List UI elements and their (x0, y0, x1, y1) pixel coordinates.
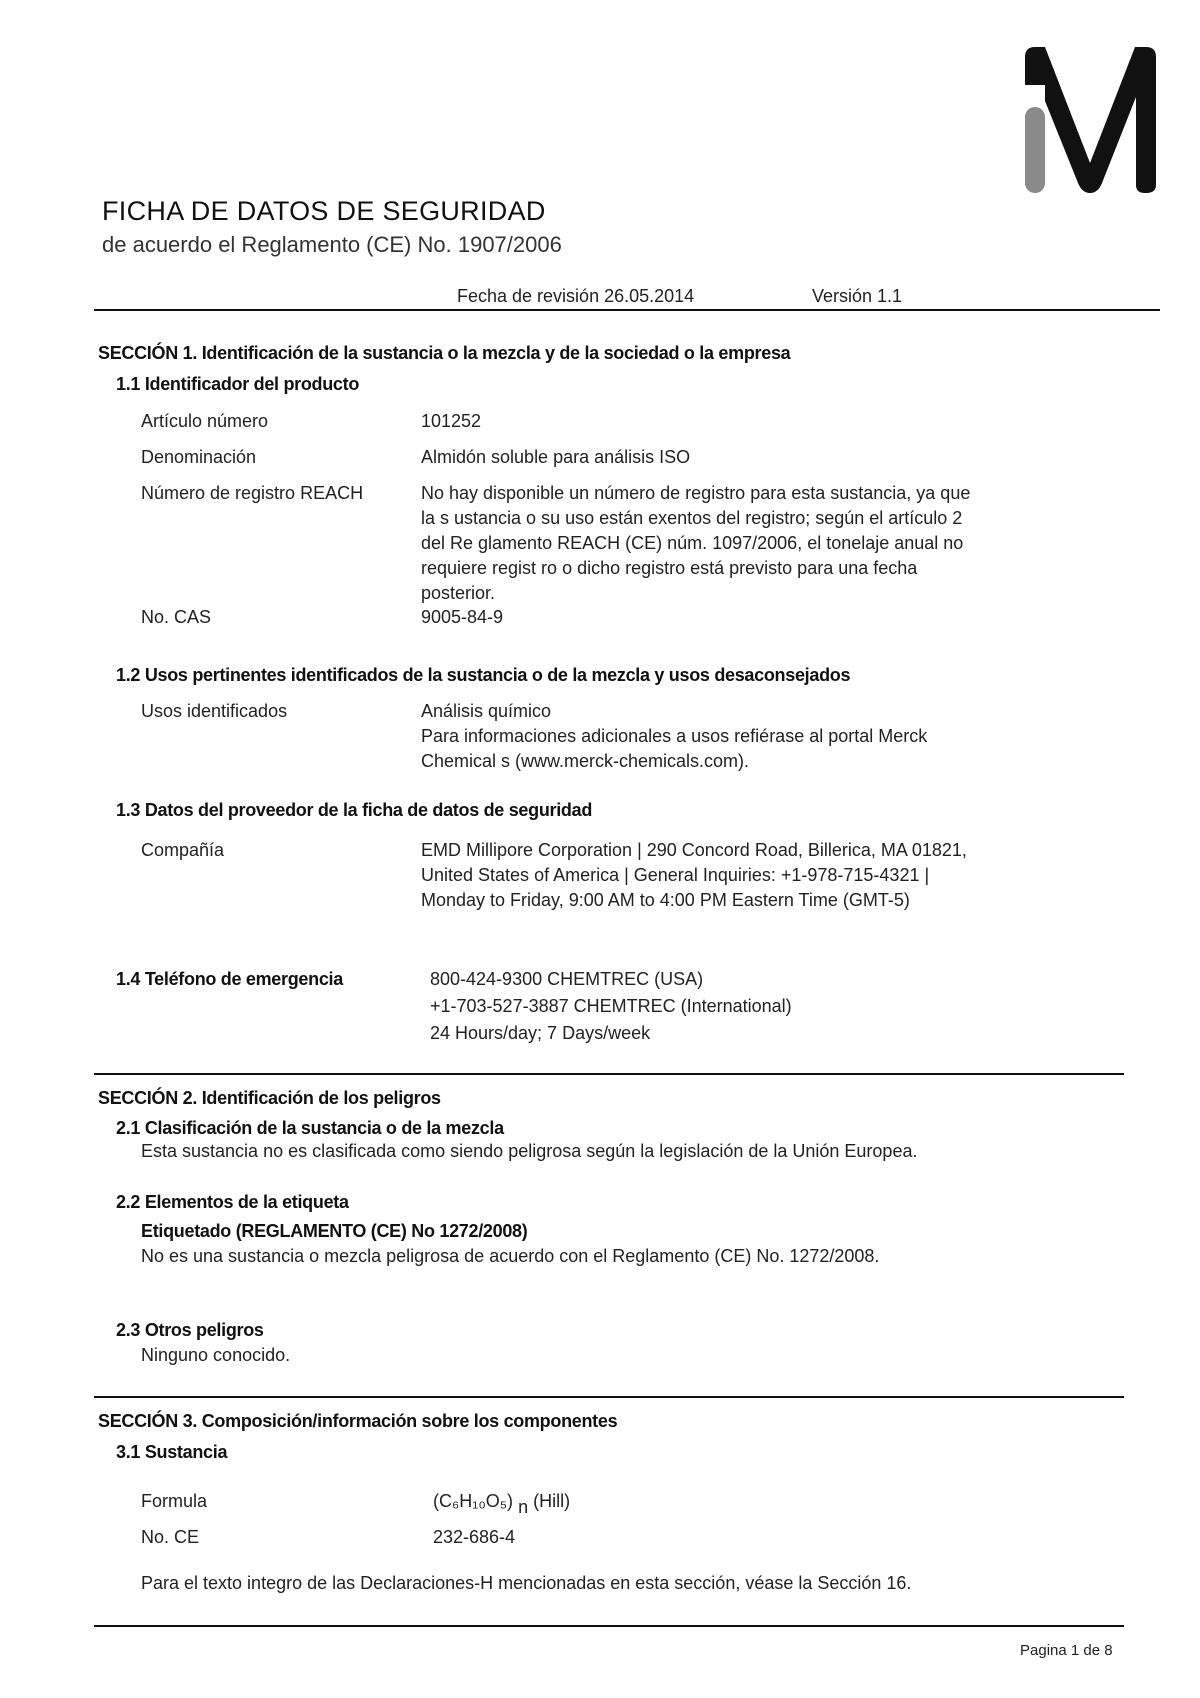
reach-line: del Re glamento REACH (CE) núm. 1097/2006, el tonelaje anual no (421, 533, 964, 553)
footer-divider (94, 1625, 1124, 1627)
section-1-2-heading: 1.2 Usos pertinentes identificados de la sustancia o de la mezcla y usos desaconsejados (116, 665, 851, 685)
version-label: Versión 1.1 (812, 286, 903, 306)
company-line: United States of America | General Inquiries: +1-978-715-4321 | (421, 865, 930, 885)
section-2-2-heading: 2.2 Elementos de la etiqueta (116, 1192, 349, 1212)
emergency-phone-value (430, 966, 1070, 1047)
reach-value (421, 481, 1061, 606)
document-title: FICHA DE DATOS DE SEGURIDAD (102, 196, 546, 226)
section-2-3-heading: 2.3 Otros peligros (116, 1320, 264, 1340)
uses-label: Usos identificados (141, 701, 288, 721)
uses-line: Para informaciones adicionales a usos refiérase al portal Merck (421, 726, 928, 746)
revision-date: Fecha de revisión 26.05.2014 (457, 286, 695, 306)
reach-line: No hay disponible un número de registro para esta sustancia, ya que (421, 483, 971, 503)
section-2-heading: SECCIÓN 2. Identificación de los peligros (98, 1088, 441, 1108)
formula-text: (C₆H₁₀O₅) (433, 1491, 514, 1511)
company-line: Monday to Friday, 9:00 AM to 4:00 PM Eastern Time (GMT-5) (421, 890, 910, 910)
formula-value (433, 1491, 571, 1517)
reach-line: requiere regist ro o dicho registro está previsto para una fecha (421, 558, 918, 578)
cas-value: 9005-84-9 (421, 607, 504, 627)
section-2-3-text: Ninguno conocido. (141, 1345, 291, 1365)
header-divider (94, 309, 1160, 311)
section-1-divider (94, 1073, 1124, 1075)
uses-value (421, 699, 1061, 774)
section-3-heading: SECCIÓN 3. Composición/información sobre los componentes (98, 1411, 618, 1431)
document-subtitle: de acuerdo el Reglamento (CE) No. 1907/2006 (102, 232, 562, 257)
cas-label: No. CAS (141, 607, 212, 627)
emergency-line: +1-703-527-3887 CHEMTREC (International) (430, 996, 792, 1016)
formula-label: Formula (141, 1491, 208, 1511)
company-value (421, 838, 1061, 913)
section-1-4-heading: 1.4 Teléfono de emergencia (116, 969, 343, 989)
company-label: Compañía (141, 840, 225, 860)
section-2-2-text: No es una sustancia o mezcla peligrosa de acuerdo con el Reglamento (CE) No. 1272/2008. (141, 1246, 880, 1266)
emergency-line: 800-424-9300 CHEMTREC (USA) (430, 969, 704, 989)
page-number: Pagina 1 de 8 (1020, 1642, 1113, 1659)
reach-line: posterior. (421, 583, 496, 603)
article-number-label: Artículo número (141, 411, 269, 431)
section-1-1-heading: 1.1 Identificador del producto (116, 374, 360, 394)
section-1-3-heading: 1.3 Datos del proveedor de la ficha de datos de seguridad (116, 800, 593, 820)
h-statements-note: Para el texto integro de las Declaraciones-H mencionadas en esta sección, véase la Sección 16. (141, 1573, 912, 1593)
company-line: EMD Millipore Corporation | 290 Concord Road, Billerica, MA 01821, (421, 840, 967, 860)
ce-number-label: No. CE (141, 1527, 200, 1547)
reach-label: Número de registro REACH (141, 483, 364, 503)
uses-line: Chemical s (www.merck-chemicals.com). (421, 751, 750, 771)
article-number-value: 101252 (421, 411, 482, 431)
emergency-line: 24 Hours/day; 7 Days/week (430, 1023, 651, 1043)
formula-suffix: (Hill) (533, 1491, 571, 1511)
ce-number-value: 232-686-4 (433, 1527, 516, 1547)
section-2-divider (94, 1396, 1124, 1398)
denomination-label: Denominación (141, 447, 257, 467)
merck-logo-icon (1023, 45, 1158, 195)
section-3-1-heading: 3.1 Sustancia (116, 1442, 228, 1462)
reach-line: la s ustancia o su uso están exentos del registro; según el artículo 2 (421, 508, 963, 528)
denomination-value: Almidón soluble para análisis ISO (421, 447, 691, 467)
section-2-1-heading: 2.1 Clasificación de la sustancia o de la mezcla (116, 1118, 504, 1138)
formula-subscript-n: n (518, 1497, 529, 1517)
labelling-subheading: Etiquetado (REGLAMENTO (CE) No 1272/2008) (141, 1221, 528, 1241)
section-2-1-text: Esta sustancia no es clasificada como siendo peligrosa según la legislación de la Unión Europea. (141, 1141, 918, 1161)
section-1-heading: SECCIÓN 1. Identificación de la sustancia o la mezcla y de la sociedad o la empresa (98, 343, 791, 363)
uses-line: Análisis químico (421, 701, 552, 721)
